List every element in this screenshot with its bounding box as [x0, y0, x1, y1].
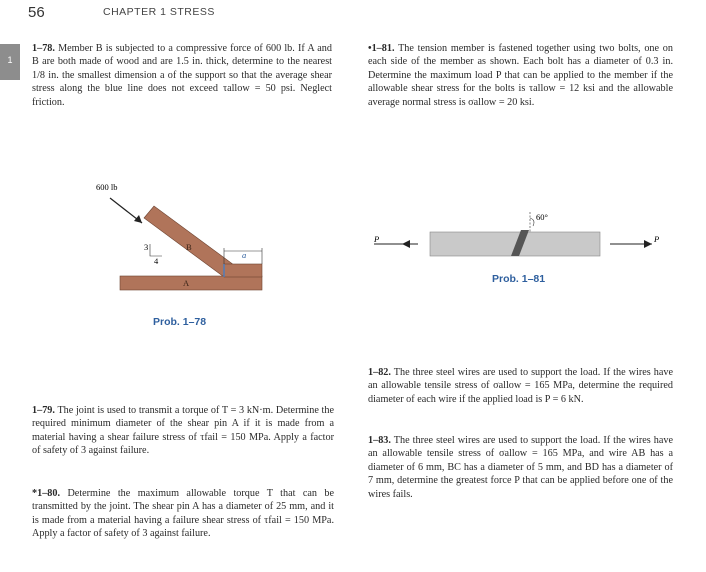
support-block — [224, 264, 262, 277]
problem-number: 1–79. — [32, 405, 55, 416]
slope-4: 4 — [154, 256, 159, 266]
page-number: 56 — [28, 4, 45, 21]
problem-1-79 — [32, 404, 334, 458]
problem-text: The three steel wires are used to support the load. If the wires have an allowable tensile stress of σallow = 165 MPa, and wire AB has a diameter of 6 mm, BC has a diameter of 5 mm, and BD has a diameter of 7 mm, determine the greatest force P that can be applied before one of the wires fails. — [368, 435, 673, 500]
problem-1-82 — [368, 366, 673, 406]
problem-text: The joint is used to transmit a torque of T = 3 kN·m. Determine the required minimum diameter of the shear pin A if it is made from a material having a shear failure stress of τfail = 150 MPa. Apply a factor of safety of 3 against failure. — [32, 405, 334, 457]
problem-number: 1–78. — [32, 43, 55, 54]
slope-triangle — [150, 244, 162, 256]
problem-number: 1–82. — [368, 367, 391, 378]
force-arrowhead — [134, 215, 142, 223]
problem-number: 1–83. — [368, 435, 391, 446]
slope-3: 3 — [144, 242, 149, 252]
problem-number: •1–81. — [368, 43, 395, 54]
problem-number: *1–80. — [32, 488, 61, 499]
angle-label: 60° — [536, 212, 548, 222]
figure-1-81 — [370, 208, 670, 270]
p-right-label: P — [654, 234, 660, 244]
chapter-title: CHAPTER 1 STRESS — [103, 6, 215, 18]
problem-1-78 — [32, 42, 332, 109]
problem-1-83 — [368, 434, 673, 501]
caption-1-78: Prob. 1–78 — [153, 316, 207, 328]
problem-text: The tension member is fastened together using two bolts, one on each side of the member as shown. Each bolt has a diameter of 0.3 in. Determine the maximum load P that can be applied to the member if the allowable shear stress for the bolts is τallow = 12 ksi and the allowable average normal stress is σallow = 20 ksi. — [368, 43, 673, 108]
force-label: 600 lb — [96, 182, 118, 192]
problem-1-81 — [368, 42, 673, 109]
label-a-block: A — [183, 278, 190, 288]
problem-text: Member B is subjected to a compressive force of 600 lb. If A and B are both made of wood and are 1.5 in. thick, determine to the nearest 1/8 in. the smallest dimension a of the support so that the average shear stress along the blue line does not exceed τallow = 50 psi. Neglect friction. — [32, 43, 332, 108]
caption-1-81: Prob. 1–81 — [492, 273, 546, 285]
member-a — [120, 276, 262, 290]
problem-text: Determine the maximum allowable torque T that can be transmitted by the joint. The shear pin A has a diameter of 25 mm, and it is made from a material having a failure shear stress of τfail = 150 MPa. Apply a factor of safety of 3 against failure. — [32, 488, 335, 540]
problem-1-80 — [32, 487, 334, 541]
chapter-tab: 1 — [0, 44, 20, 80]
dimension-a-label: a — [242, 250, 247, 260]
label-b: B — [186, 242, 192, 252]
figure-1-78 — [90, 178, 280, 293]
p-left-label: P — [374, 234, 380, 244]
problem-text: The three steel wires are used to support the load. If the wires have an allowable tensile stress of σallow = 165 MPa, determine the required diameter of each wire if the applied load is P = 6 kN. — [368, 367, 673, 405]
